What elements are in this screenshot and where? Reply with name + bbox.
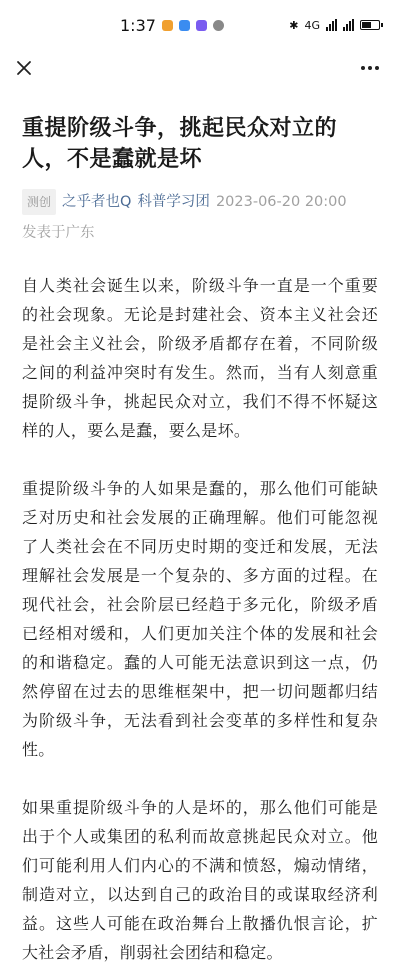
notification-app-icon	[162, 20, 173, 31]
battery-icon	[360, 20, 380, 30]
status-bar	[0, 0, 400, 50]
bluetooth-icon: ✱	[289, 18, 299, 32]
article-paragraph: 如果重提阶级斗争的人是坏的，那么他们可能是出于个人或集团的私利而故意挑起民众对立。他们可能利用人们内心的不满和愤怒，煽动情绪，制造对立，以达到自己的政治目的或谋取经济利益。这些人可能在政治舞台上散播仇恨言论，扩大社会矛盾，削弱社会团结和稳定。	[22, 798, 378, 962]
article-title: 重提阶级斗争，挑起民众对立的人，不是蠢就是坏	[22, 116, 338, 172]
author-link[interactable]: 之乎者也Q	[62, 194, 132, 210]
close-icon[interactable]	[12, 56, 36, 80]
article-body	[22, 271, 378, 967]
publish-date: 2023-06-20 20:00	[215, 194, 347, 210]
article-meta	[22, 189, 378, 245]
article	[0, 113, 400, 967]
article-paragraph: 重提阶级斗争的人如果是蠢的，那么他们可能缺乏对历史和社会发展的正确理解。他们可能忽视了人类社会在不同历史时期的变迁和发展，无法理解社会发展是一个复杂的、多方面的过程。在现代社会，社会阶层已经趋于多元化，阶级矛盾已经相对缓和，人们更加关注个体的发展和社会的和谐稳定。蠢的人可能无法意识到这一点，仍然停留在过去的思维框架中，把一切问题都归结为阶级斗争，无法看到社会变革的多样性和复杂性。	[22, 479, 378, 759]
notification-app-icon	[213, 20, 224, 31]
signal-icon	[326, 19, 337, 31]
status-left	[120, 16, 224, 35]
signal-icon	[343, 19, 354, 31]
network-label: 4G	[304, 18, 320, 32]
status-right	[289, 19, 380, 32]
toolbar	[0, 50, 400, 86]
article-paragraph: 自人类社会诞生以来，阶级斗争一直是一个重要的社会现象。无论是封建社会、资本主义社会还是社会主义社会，阶级矛盾都存在着，不同阶级之间的利益冲突时有发生。然而，当有人刻意重提阶级斗争，挑起民众对立，我们不得不怀疑这样的人，要么是蠢，要么是坏。	[22, 276, 378, 440]
notification-app-icon	[196, 20, 207, 31]
meta-row	[22, 189, 378, 215]
org-link[interactable]: 科普学习团	[137, 194, 210, 210]
publish-location: 发表于广东	[22, 225, 95, 241]
more-icon[interactable]	[358, 56, 382, 80]
status-time: 1:37	[120, 15, 156, 35]
article-tag: 测创	[22, 189, 56, 215]
notification-app-icon	[179, 20, 190, 31]
